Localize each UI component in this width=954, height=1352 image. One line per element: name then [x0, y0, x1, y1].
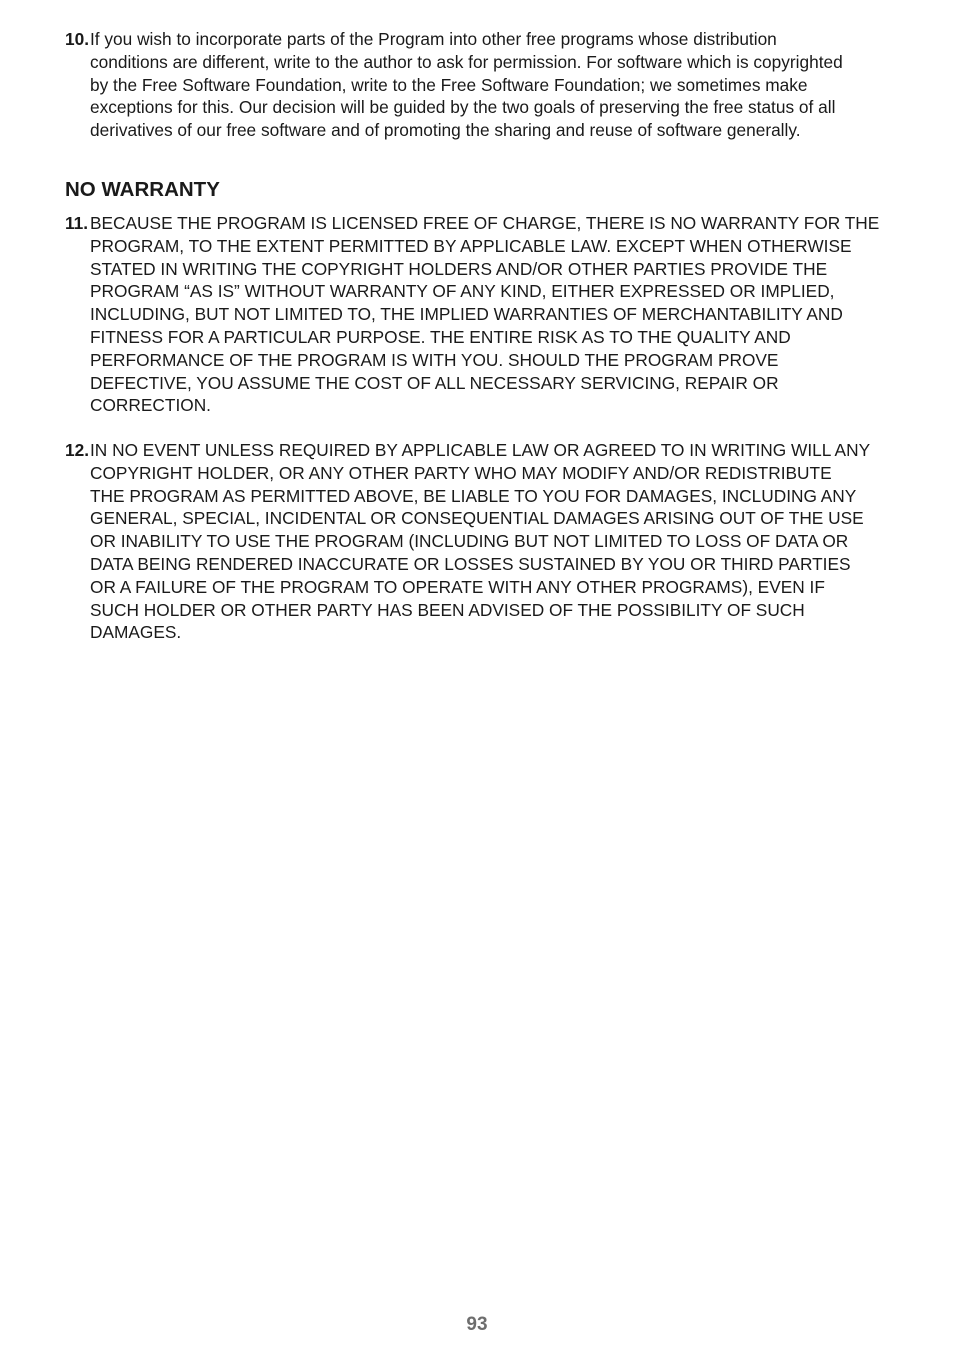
clause-number: 10.: [65, 29, 90, 49]
section-heading: NO WARRANTY: [65, 178, 220, 201]
clause-number: 12.: [65, 440, 90, 460]
clause-text: BECAUSE THE PROGRAM IS LICENSED FREE OF CHARGE, THERE IS NO WARRANTY FOR THE PROGRAM, TO THE EXTENT PERMITTED BY APPLICABLE LAW. EXCEPT WHEN OTHERWISE STATED IN WRITING THE COPYRIGHT HOLDERS AND/OR OTHER PARTIES PROVIDE THE PROGRAM “AS IS” WITHOUT WARRANTY OF ANY KIND, EITHER EXPRESSED OR IMPLIED, INCLUDING, BUT NOT LIMITED TO, THE IMPLIED WARRANTIES OF MERCHANTABILITY AND FITNESS FOR A PARTICULAR PURPOSE. THE ENTIRE RISK AS TO THE QUALITY AND PERFORMANCE OF THE PROGRAM IS WITH YOU. SHOULD THE PROGRAM PROVE DEFECTIVE, YOU ASSUME THE COST OF ALL NECESSARY SERVICING, REPAIR OR CORRECTION.: [90, 213, 880, 416]
clause-number: 11.: [65, 213, 89, 233]
clause-text: IN NO EVENT UNLESS REQUIRED BY APPLICABLE LAW OR AGREED TO IN WRITING WILL ANY COPYRIGHT HOLDER, OR ANY OTHER PARTY WHO MAY MODIFY AND/OR REDISTRIBUTE THE PROGRAM AS PERMITTED ABOVE, BE LIABLE TO YOU FOR DAMAGES, INCLUDING ANY GENERAL, SPECIAL, INCIDENTAL OR CONSEQUENTIAL DAMAGES ARISING OUT OF THE USE OR INABILITY TO USE THE PROGRAM (INCLUDING BUT NOT LIMITED TO LOSS OF DATA OR DATA BEING RENDERED INACCURATE OR LOSSES SUSTAINED BY YOU OR THIRD PARTIES OR A FAILURE OF THE PROGRAM TO OPERATE WITH ANY OTHER PROGRAMS), EVEN IF SUCH HOLDER OR OTHER PARTY HAS BEEN ADVISED OF THE POSSIBILITY OF SUCH DAMAGES.: [90, 440, 871, 643]
clause-11: [65, 212, 891, 417]
page-number: 93: [466, 1314, 488, 1335]
clause-12: [65, 439, 891, 644]
clause-10: [65, 28, 891, 142]
clause-text: If you wish to incorporate parts of the Program into other free programs whose distribution conditions are different, write to the author to ask for permission. For software which is copyrighted by the Free Software Foundation, write to the Free Software Foundation; we sometimes make exceptions for this. Our decision will be guided by the two goals of preserving the free status of all derivatives of our free software and of promoting the sharing and reuse of software generally.: [90, 29, 843, 141]
